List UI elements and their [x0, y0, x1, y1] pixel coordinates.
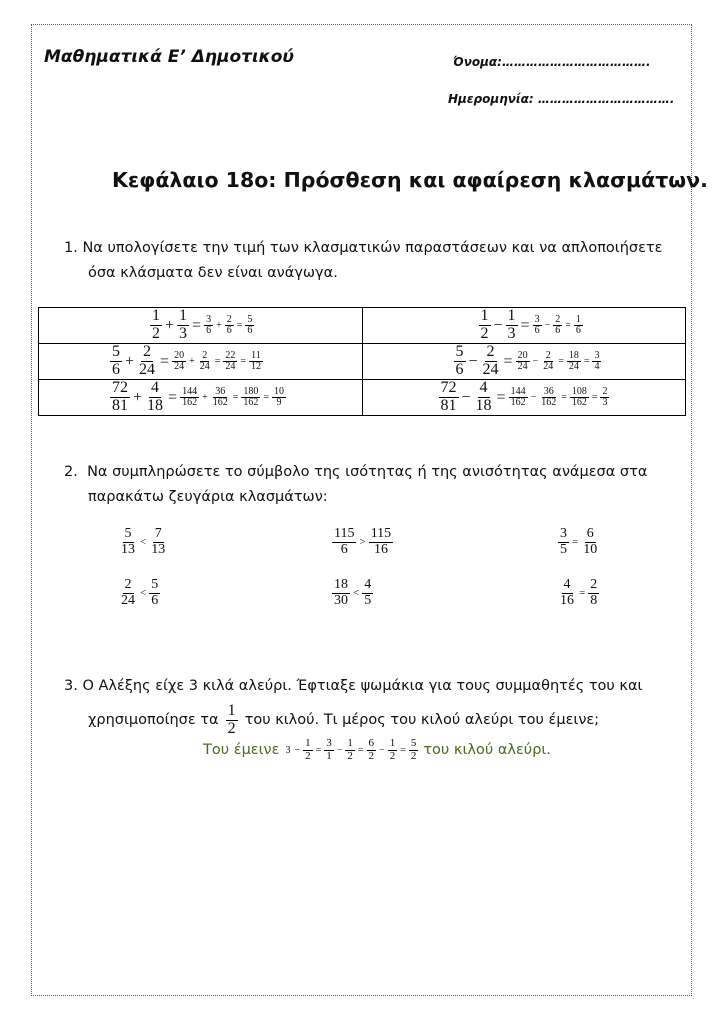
date-field: Ημερομηνία: …………………………….	[448, 92, 675, 106]
numerator: 7	[154, 526, 162, 541]
numerator: 144	[510, 385, 526, 397]
question-number: 3.	[64, 678, 78, 694]
numerator: 2	[602, 385, 608, 397]
question-number: 2.	[64, 464, 78, 480]
fraction	[479, 308, 491, 343]
denominator: 8	[590, 592, 598, 608]
fraction	[332, 527, 356, 557]
name-field: Όνομα:……………………………….	[453, 55, 651, 69]
denominator: 12	[250, 361, 261, 372]
numerator: 5	[151, 577, 159, 592]
denominator: 24	[543, 361, 554, 372]
fraction	[303, 738, 313, 762]
operator: −	[468, 352, 478, 370]
fraction	[454, 344, 466, 379]
table-cell	[39, 380, 363, 416]
numerator: 6	[368, 737, 375, 749]
expression	[39, 344, 362, 379]
question-text: παρακάτω ζευγάρια κλασμάτων:	[88, 489, 328, 505]
fraction	[119, 578, 137, 608]
operator: =	[214, 356, 221, 367]
numerator: 36	[543, 385, 554, 397]
denominator: 24	[482, 361, 499, 378]
denominator: 2	[368, 749, 375, 762]
operator: =	[400, 744, 406, 756]
solution-steps	[179, 387, 287, 409]
numerator: 2	[486, 343, 495, 361]
fraction	[581, 527, 599, 557]
operator: −	[530, 392, 537, 403]
comparison-symbol: >	[359, 536, 366, 549]
table-row	[39, 380, 686, 416]
answer-prefix: Του έμεινε	[203, 742, 280, 759]
denominator: 6	[455, 361, 464, 378]
fraction	[241, 387, 260, 409]
table-cell	[39, 308, 363, 344]
numerator: 5	[112, 343, 120, 361]
denominator: 3	[179, 325, 188, 342]
question-text: του κιλού. Τι μέρος του κιλού αλεύρι του έμεινε;	[244, 711, 600, 728]
denominator: 6	[575, 325, 581, 336]
numerator: 3	[326, 737, 332, 749]
table-cell	[362, 380, 686, 416]
numerator: 1	[480, 307, 489, 325]
fraction	[177, 308, 189, 343]
numerator: 2	[555, 313, 561, 325]
comparison-pair	[331, 578, 374, 608]
denominator: 30	[334, 592, 348, 608]
operator: −	[379, 744, 385, 756]
denominator: 81	[440, 397, 457, 414]
expression	[39, 380, 362, 415]
question-3	[64, 674, 642, 738]
numerator: 108	[571, 385, 587, 397]
fraction	[324, 738, 334, 762]
comparison-pair	[557, 578, 600, 608]
numerator: 4	[479, 379, 488, 397]
comparison-pair	[331, 527, 394, 557]
denominator: 162	[510, 397, 526, 408]
comparison-pair	[118, 527, 168, 557]
denominator: 6	[151, 592, 159, 608]
numerator: 4	[563, 577, 571, 592]
denominator: 4	[594, 361, 600, 372]
operator: +	[189, 356, 195, 367]
fraction	[225, 315, 234, 337]
operator: =	[496, 388, 506, 406]
numerator: 5	[410, 737, 417, 749]
denominator: 1	[326, 749, 332, 762]
denominator: 2	[227, 719, 236, 737]
operator: +	[216, 320, 222, 331]
denominator: 162	[571, 397, 587, 408]
question-1	[64, 236, 704, 286]
comparison-symbol: =	[579, 587, 586, 600]
answer-expression	[283, 738, 419, 762]
fraction	[110, 380, 130, 415]
question-text: Να συμπληρώσετε το σύμβολο της ισότητας ή της ανισότητας ανάμεσα στα	[87, 464, 648, 480]
fraction	[516, 351, 530, 373]
fraction	[539, 387, 558, 409]
numerator: 2	[124, 577, 132, 592]
main-expression	[149, 308, 203, 343]
answer-line	[203, 738, 551, 762]
denominator: 16	[373, 541, 388, 557]
numerator: 3	[594, 349, 600, 361]
denominator: 3	[507, 325, 516, 342]
fraction	[506, 308, 518, 343]
numerator: 115	[370, 526, 392, 541]
answer-suffix: του κιλού αλεύρι.	[423, 742, 551, 759]
solution-steps	[508, 387, 611, 409]
fraction	[149, 578, 160, 608]
numerator: 18	[334, 577, 348, 592]
denominator: 3	[602, 397, 608, 408]
fraction	[388, 738, 398, 762]
denominator: 10	[583, 541, 598, 557]
numerator: 3	[534, 313, 540, 325]
denominator: 6	[340, 541, 348, 557]
numerator: 20	[517, 349, 528, 361]
denominator: 2	[410, 749, 417, 762]
main-expression	[109, 380, 179, 415]
question-text: όσα κλάσματα δεν είναι ανάγωγα.	[88, 265, 338, 281]
numerator: 11	[251, 349, 261, 361]
numerator: 3	[560, 526, 567, 541]
denominator: 18	[147, 397, 164, 414]
fraction	[439, 380, 459, 415]
solution-steps	[515, 351, 603, 373]
fraction	[509, 387, 528, 409]
numerator: 1	[305, 737, 311, 749]
numerator: 2	[590, 577, 598, 592]
denominator: 24	[174, 361, 185, 372]
main-expression	[109, 344, 171, 379]
operator: =	[240, 356, 246, 367]
fraction	[588, 578, 599, 608]
operator: =	[520, 316, 530, 334]
fraction	[567, 351, 581, 373]
fraction	[332, 578, 350, 608]
operator: =	[357, 744, 364, 756]
subject-heading: Μαθηματικά Ε’ Δημοτικού	[44, 47, 294, 67]
numerator: 1	[389, 737, 396, 749]
denominator: 6	[247, 325, 253, 336]
comparison-symbol: <	[353, 587, 360, 600]
denominator: 24	[225, 361, 236, 372]
denominator: 6	[226, 325, 232, 336]
numerator: 18	[568, 349, 579, 361]
operator: +	[133, 388, 143, 406]
fraction	[481, 344, 501, 379]
table-row	[39, 308, 686, 344]
numerator: 1	[575, 313, 581, 325]
denominator: 24	[121, 592, 135, 608]
operator: −	[544, 320, 551, 331]
numerator: 10	[273, 385, 284, 397]
denominator: 13	[121, 541, 135, 557]
fraction	[541, 351, 555, 373]
fraction	[553, 315, 562, 337]
fraction	[204, 315, 213, 337]
expression	[363, 380, 686, 415]
denominator: 162	[541, 397, 557, 408]
question-text: Ο Αλέξης είχε 3 κιλά αλεύρι. Έφτιαξε ψωμάκια για τους συμμαθητές του και	[82, 678, 643, 694]
chapter-title: Κεφάλαιο 18ο: Πρόσθεση και αφαίρεση κλασμάτων.	[112, 168, 708, 192]
denominator: 13	[151, 541, 166, 557]
fraction	[137, 344, 157, 379]
numerator: 2	[202, 349, 208, 361]
fraction	[570, 387, 589, 409]
numerator: 144	[182, 385, 198, 397]
operator: =	[315, 744, 322, 756]
operator: +	[125, 352, 135, 370]
numerator: 1	[227, 702, 236, 719]
table-cell	[362, 344, 686, 380]
denominator: 2	[480, 325, 489, 342]
fraction	[474, 380, 494, 415]
exercise-table	[38, 307, 686, 416]
question-2	[64, 460, 647, 510]
main-expression	[438, 380, 508, 415]
operator: =	[503, 352, 513, 370]
denominator: 81	[112, 397, 128, 414]
expression	[39, 308, 362, 343]
fraction	[211, 387, 230, 409]
denominator: 24	[199, 361, 210, 372]
operator: =	[168, 388, 178, 406]
comparison-pair	[118, 578, 161, 608]
operator: −	[336, 744, 343, 756]
fraction	[272, 387, 286, 409]
operator: =	[565, 320, 571, 331]
fraction	[345, 738, 355, 762]
fraction	[558, 527, 569, 557]
question-text: Να υπολογίσετε την τιμή των κλασματικών παραστάσεων και να απλοποιήσετε	[82, 240, 663, 256]
numerator: 2	[226, 313, 232, 325]
numerator: 20	[174, 349, 185, 361]
operator: −	[461, 388, 471, 406]
numerator: 22	[225, 349, 236, 361]
numerator: 5	[124, 526, 132, 541]
denominator: 2	[152, 325, 160, 342]
operator: −	[532, 356, 539, 367]
numerator: 4	[151, 379, 160, 397]
fraction	[367, 738, 377, 762]
numerator: 1	[152, 307, 160, 325]
denominator: 5	[364, 592, 372, 608]
fraction	[110, 344, 122, 379]
numerator: 4	[364, 577, 372, 592]
operator: −	[493, 316, 503, 334]
denominator: 18	[475, 397, 492, 414]
operator: =	[236, 320, 243, 331]
fraction	[226, 703, 238, 738]
denominator: 6	[112, 361, 120, 378]
numerator: 72	[440, 379, 457, 397]
operator: =	[561, 392, 567, 403]
operator: +	[165, 316, 175, 334]
operator: =	[558, 356, 564, 367]
table-row	[39, 344, 686, 380]
comparison-symbol: =	[572, 536, 579, 549]
numerator: 2	[143, 343, 152, 361]
fraction	[119, 527, 137, 557]
numerator: 5	[455, 343, 464, 361]
denominator: 24	[139, 361, 156, 378]
denominator: 2	[389, 749, 396, 762]
fraction	[592, 351, 601, 373]
comparison-symbol: <	[140, 536, 147, 549]
fraction	[600, 387, 609, 409]
operator: =	[263, 392, 269, 403]
fraction	[172, 351, 186, 373]
fraction	[198, 351, 212, 373]
operator: =	[192, 316, 202, 334]
denominator: 162	[212, 397, 228, 408]
operator: =	[583, 356, 590, 367]
operator: =	[232, 392, 239, 403]
denominator: 2	[305, 749, 311, 762]
numerator: 2	[545, 349, 551, 361]
fraction	[574, 315, 583, 337]
comparison-pair	[557, 527, 600, 557]
question-number: 1.	[64, 240, 78, 256]
fraction	[533, 315, 542, 337]
numerator: 180	[243, 385, 259, 397]
numerator: 72	[112, 379, 128, 397]
fraction	[145, 380, 165, 415]
fraction	[558, 578, 576, 608]
fraction	[249, 351, 263, 373]
numerator: 1	[179, 307, 188, 325]
numerator: 3	[206, 313, 212, 325]
operator: =	[591, 392, 598, 403]
solution-steps	[203, 315, 255, 337]
denominator: 2	[347, 749, 353, 762]
fraction	[180, 387, 199, 409]
given-fraction	[225, 703, 239, 738]
denominator: 6	[555, 325, 561, 336]
operator: =	[160, 352, 170, 370]
table-cell	[39, 344, 363, 380]
table-cell	[362, 308, 686, 344]
denominator: 6	[206, 325, 212, 336]
fraction	[245, 315, 254, 337]
operator: −	[294, 744, 301, 756]
solution-steps	[171, 351, 264, 373]
solution-steps	[532, 315, 584, 337]
denominator: 16	[560, 592, 574, 608]
fraction	[362, 578, 373, 608]
question-text: χρησιμοποίησε τα	[88, 711, 219, 728]
comparison-symbol: <	[140, 587, 147, 600]
denominator: 9	[276, 397, 282, 408]
denominator: 162	[243, 397, 259, 408]
numerator: 1	[507, 307, 516, 325]
numerator: 5	[247, 313, 253, 325]
denominator: 162	[182, 397, 198, 408]
numerator: 1	[347, 737, 353, 749]
main-expression	[478, 308, 532, 343]
expression	[363, 344, 686, 379]
expression	[363, 308, 686, 343]
numerator: 36	[215, 385, 226, 397]
fraction	[223, 351, 237, 373]
numerator: 6	[586, 526, 594, 541]
fraction	[409, 738, 419, 762]
operator: 3	[285, 744, 291, 756]
fraction	[149, 527, 167, 557]
numerator: 115	[334, 526, 355, 541]
fraction	[369, 527, 393, 557]
main-expression	[453, 344, 515, 379]
denominator: 5	[560, 541, 567, 557]
denominator: 6	[534, 325, 540, 336]
denominator: 24	[568, 361, 579, 372]
denominator: 24	[517, 361, 528, 372]
operator: +	[202, 392, 208, 403]
fraction	[150, 308, 162, 343]
